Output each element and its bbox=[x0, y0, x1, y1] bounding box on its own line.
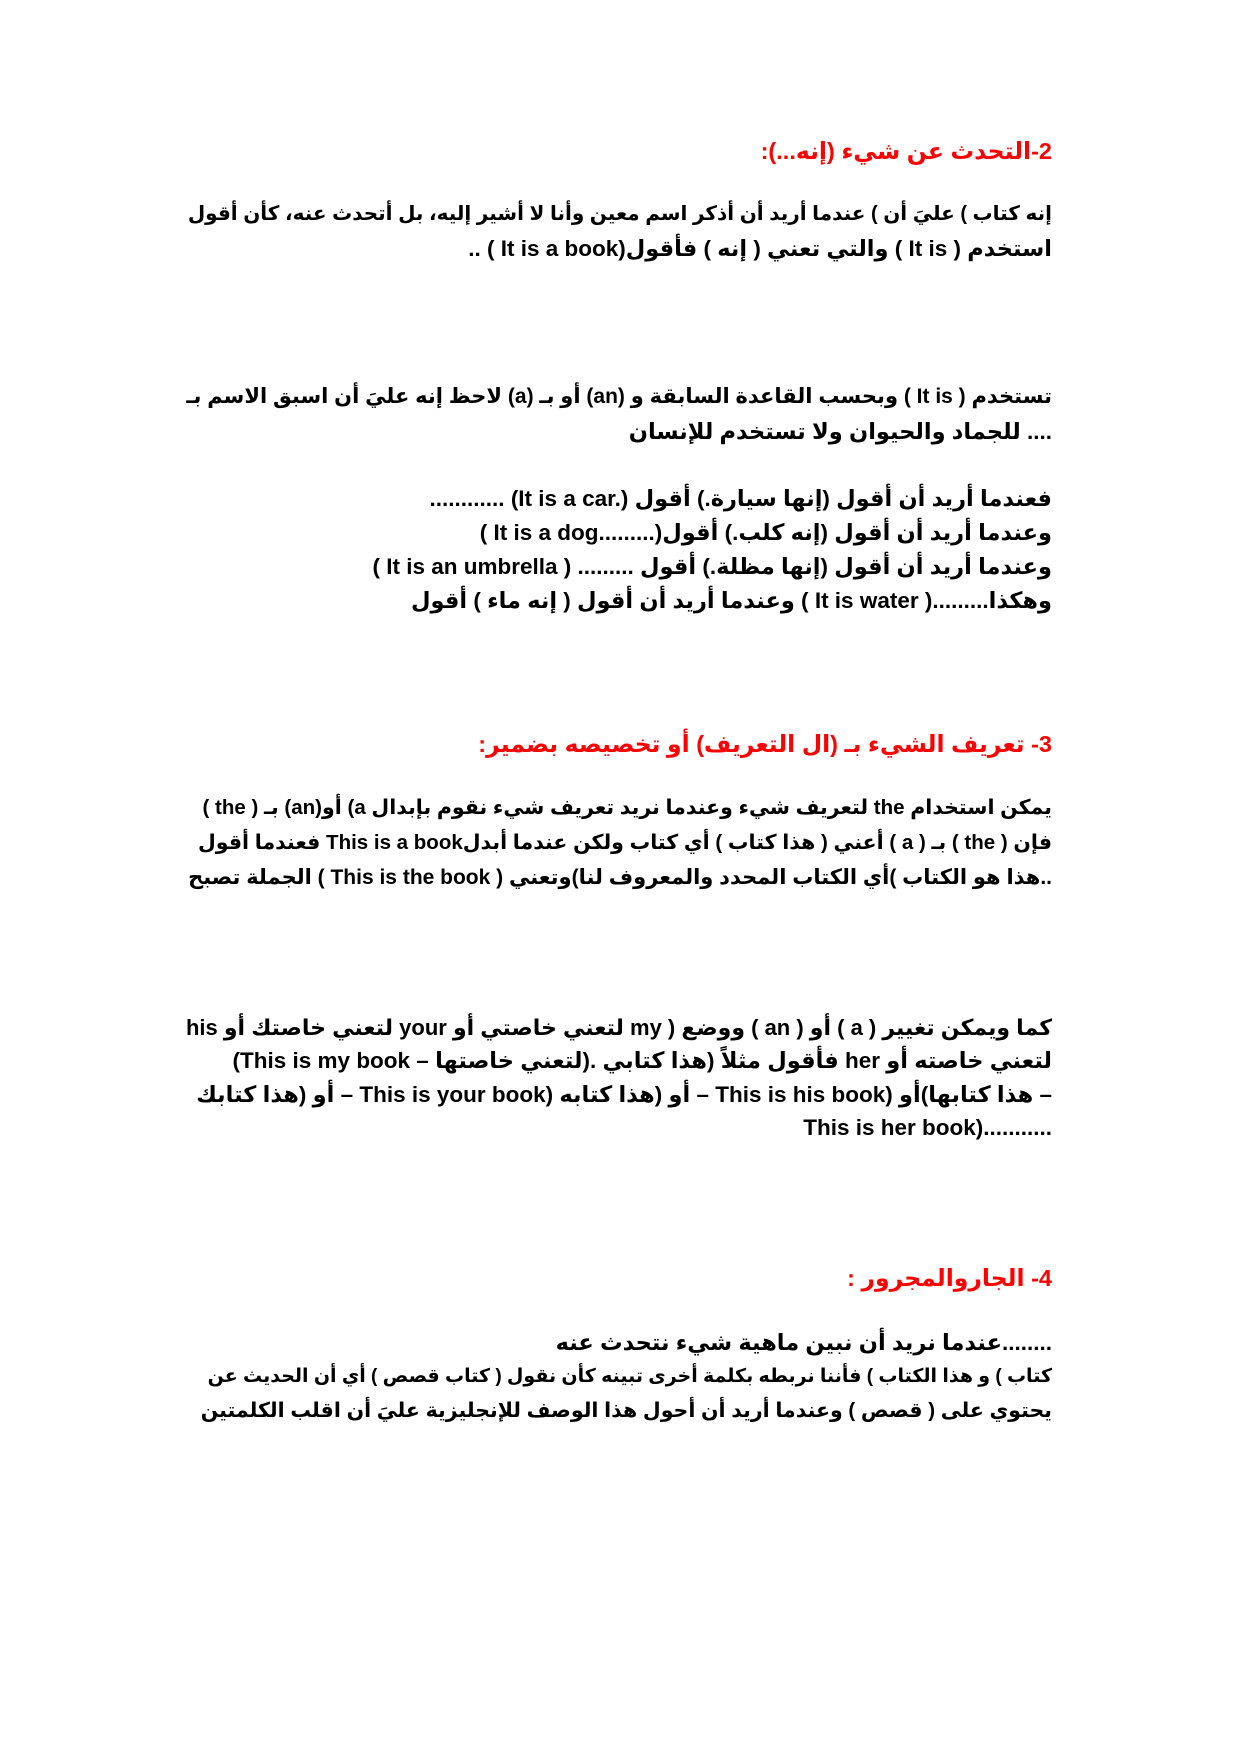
possessive-line-1: his لتعني خاصتك أو your لتعني خاصتي أو my ) ووضع ( an ) أو ( a ) كما ويمكن تغيير bbox=[185, 1015, 1052, 1040]
section-4-line-3: يحتوي على ( قصص ) وعندما أريد أن أحول هذا الوصف للإنجليزية عليَ أن اقلب الكلمتين bbox=[200, 1399, 1052, 1422]
section-3-line-1: ( the ) بـ (an)أو (a لتعريف شيء وعندما نريد تعريف شيء نقوم بإبدال the يمكن استخدام bbox=[202, 796, 1052, 819]
section-3-heading: 3- تعريف الشيء بـ (ال التعريف) أو تخصيصه بضمير: bbox=[478, 731, 1052, 757]
section-3-line-3: ..هذا هو الكتاب )أي الكتاب المحدد والمعروف لنا)وتعني ( This is the book ) الجملة تصبح bbox=[188, 866, 1052, 889]
example-line-car: ............ (It is a car.) فعندما أريد أن أقول (إنها سيارة.) أقول bbox=[429, 486, 1052, 511]
section-3-line-2: فإن ( the ) بـ ( a ) أعني ( هذا كتاب ) أي كتاب ولكن عندما أبدلThis is a book فعندما أقول bbox=[197, 831, 1052, 854]
possessive-line-2: (This is my book – لتعني خاصتها). فأقول مثلاً (هذا كتابي her لتعني خاصته أو bbox=[232, 1048, 1052, 1073]
possessive-line-4: This is her book)........... bbox=[803, 1115, 1052, 1140]
example-line-umbrella: ( It is an umbrella ) ......... وعندما أريد أن أقول (إنها مظلة.) أقول bbox=[372, 554, 1052, 579]
section-4-heading: 4- الجاروالمجرور : bbox=[847, 1265, 1052, 1291]
it-is-rule-line-2: .... للجماد والحيوان ولا تستخدم للإنسان bbox=[628, 419, 1052, 444]
possessive-line-3: – هذا كتابها)أو (This is his book – أو (هذا كتابه (This is your book – أو (هذا كتابك bbox=[196, 1082, 1052, 1107]
example-line-dog: ( It is a dog.........)وعندما أريد أن أقول (إنه كلب.) أقول bbox=[479, 520, 1052, 545]
section-2-line-1: إنه كتاب ) عليَ أن ) عندما أريد أن أذكر اسم معين وأنا لا أشير إليه، بل أتحدث عنه، كأن أقول bbox=[187, 203, 1052, 225]
section-4-line-1: ........عندما نريد أن نبين ماهية شيء نتحدث عنه bbox=[555, 1330, 1052, 1355]
it-is-rule-line-1: تستخدم ( It is ) وبحسب القاعدة السابقة و (an) أو بـ (a) لاحظ إنه عليَ أن اسبق الاسم بـ bbox=[186, 385, 1052, 408]
example-line-water: وهكذا.........( It is water ) وعندما أريد أن أقول ( إنه ماء ) أقول bbox=[411, 588, 1052, 613]
section-2-line-2: .. ( It is a book)والتي تعني ( إنه ) فأقول ( It is ) استخدم bbox=[468, 236, 1052, 261]
section-2-heading: 2-التحدث عن شيء (إنه...): bbox=[760, 138, 1052, 164]
section-4-line-2: كتاب ) و هذا الكتاب ) فأننا نربطه بكلمة أخرى تبينه كأن نقول ( كتاب قصص ) أي أن الحديث عن bbox=[207, 1366, 1052, 1387]
